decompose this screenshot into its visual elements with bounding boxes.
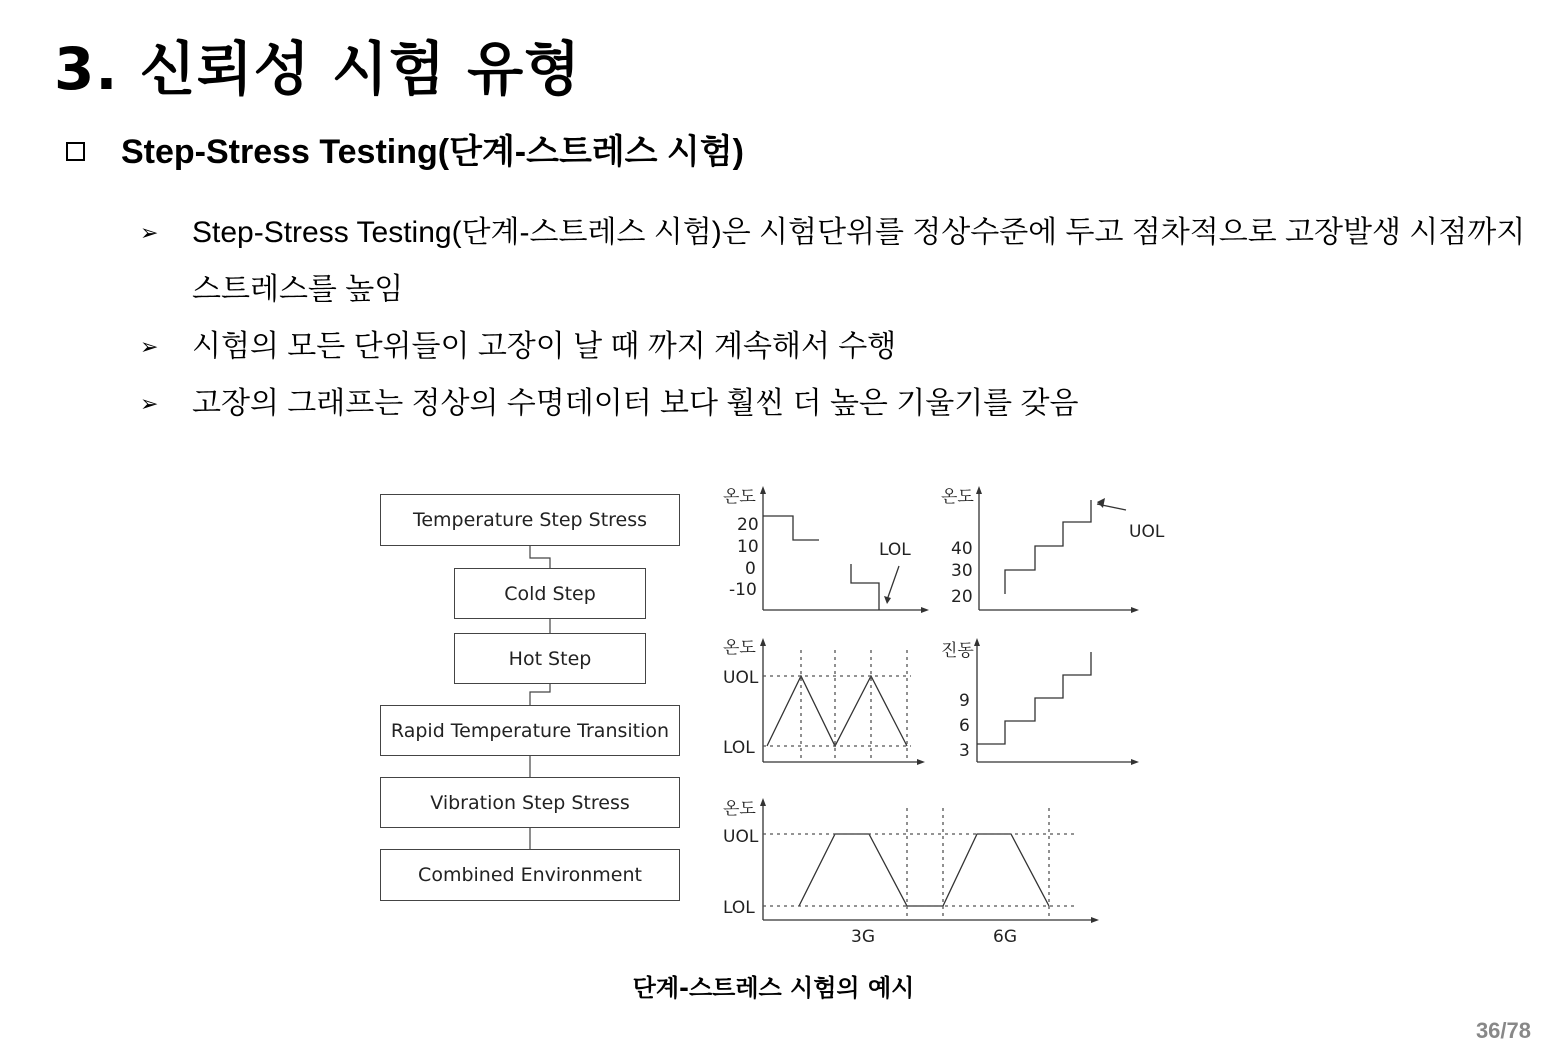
bullet-text: Step-Stress Testing(단계-스트레스 시험)은 시험단위를 정상수준에 두고 점차적으로 고장발생 시점까지 스트레스를 높임 bbox=[192, 216, 1526, 306]
graph-combined bbox=[763, 802, 1095, 920]
flow-box-cold-step: Cold Step bbox=[454, 568, 646, 619]
arrow-bullet-icon: ➢ bbox=[140, 334, 159, 359]
graph-rapid-transition-ylabel: 온도 bbox=[723, 638, 756, 658]
graph-cold-step-tick: 20 bbox=[737, 515, 759, 535]
graph-combined-tick: UOL bbox=[723, 827, 759, 847]
graph-vibration bbox=[977, 642, 1135, 762]
flow-box-combined-environment: Combined Environment bbox=[380, 849, 680, 901]
graph-vibration-ylabel: 진동 bbox=[941, 641, 974, 661]
flow-box-rapid-temperature-transition: Rapid Temperature Transition bbox=[380, 705, 680, 756]
page-title: 3. 신뢰성 시험 유형 bbox=[54, 35, 582, 103]
section-heading-text: Step-Stress Testing(단계-스트레스 시험) bbox=[121, 133, 744, 171]
graph-cold-step-ylabel: 온도 bbox=[723, 487, 756, 507]
graph-rapid-transition-tick: LOL bbox=[723, 738, 755, 758]
flow-box-hot-step: Hot Step bbox=[454, 633, 646, 684]
section-heading bbox=[66, 124, 744, 173]
graph-cold-step-tick: 10 bbox=[737, 537, 759, 557]
arrow-bullet-icon: ➢ bbox=[140, 220, 159, 245]
stress-graphs bbox=[715, 478, 1185, 948]
bullet-item bbox=[140, 204, 1530, 318]
graph-hot-step-tick: 40 bbox=[951, 539, 973, 559]
graph-cold-step-tick: -10 bbox=[729, 580, 757, 600]
flow-box-temperature-step-stress: Temperature Step Stress bbox=[380, 494, 680, 546]
graph-hot-step-tick: 20 bbox=[951, 587, 973, 607]
graph-hot-step-tick: 30 bbox=[951, 561, 973, 581]
page-number: 36/78 bbox=[1475, 1018, 1531, 1043]
graph-vibration-tick: 6 bbox=[959, 716, 970, 736]
graph-hot-step-annotation: UOL bbox=[1129, 522, 1165, 542]
graph-rapid-transition-tick: UOL bbox=[723, 668, 759, 688]
checkbox-square-icon bbox=[66, 142, 85, 161]
bullet-text: 고장의 그래프는 정상의 수명데이터 보다 훨씬 더 높은 기울기를 갖음 bbox=[192, 387, 1079, 420]
graph-cold-step-annotation: LOL bbox=[879, 540, 911, 560]
bullet-item bbox=[140, 375, 1530, 432]
bullet-list bbox=[140, 204, 1530, 432]
graph-rapid-transition bbox=[763, 642, 919, 762]
bullet-item bbox=[140, 318, 1530, 375]
graph-combined-ylabel: 온도 bbox=[723, 799, 756, 819]
graph-cold-step-tick: 0 bbox=[745, 559, 756, 579]
flow-box-vibration-step-stress: Vibration Step Stress bbox=[380, 777, 680, 828]
figure-caption: 단계-스트레스 시험의 예시 bbox=[632, 974, 915, 1002]
graph-vibration-tick: 9 bbox=[959, 691, 970, 711]
bullet-text: 시험의 모든 단위들이 고장이 날 때 까지 계속해서 수행 bbox=[192, 330, 897, 363]
graph-vibration-tick: 3 bbox=[959, 741, 970, 761]
graph-combined-tick: LOL bbox=[723, 898, 755, 918]
graph-combined-xtick: 3G bbox=[851, 927, 875, 947]
arrow-bullet-icon: ➢ bbox=[140, 391, 159, 416]
graph-combined-xtick: 6G bbox=[993, 927, 1017, 947]
graph-hot-step bbox=[979, 490, 1135, 610]
graph-hot-step-ylabel: 온도 bbox=[941, 487, 974, 507]
